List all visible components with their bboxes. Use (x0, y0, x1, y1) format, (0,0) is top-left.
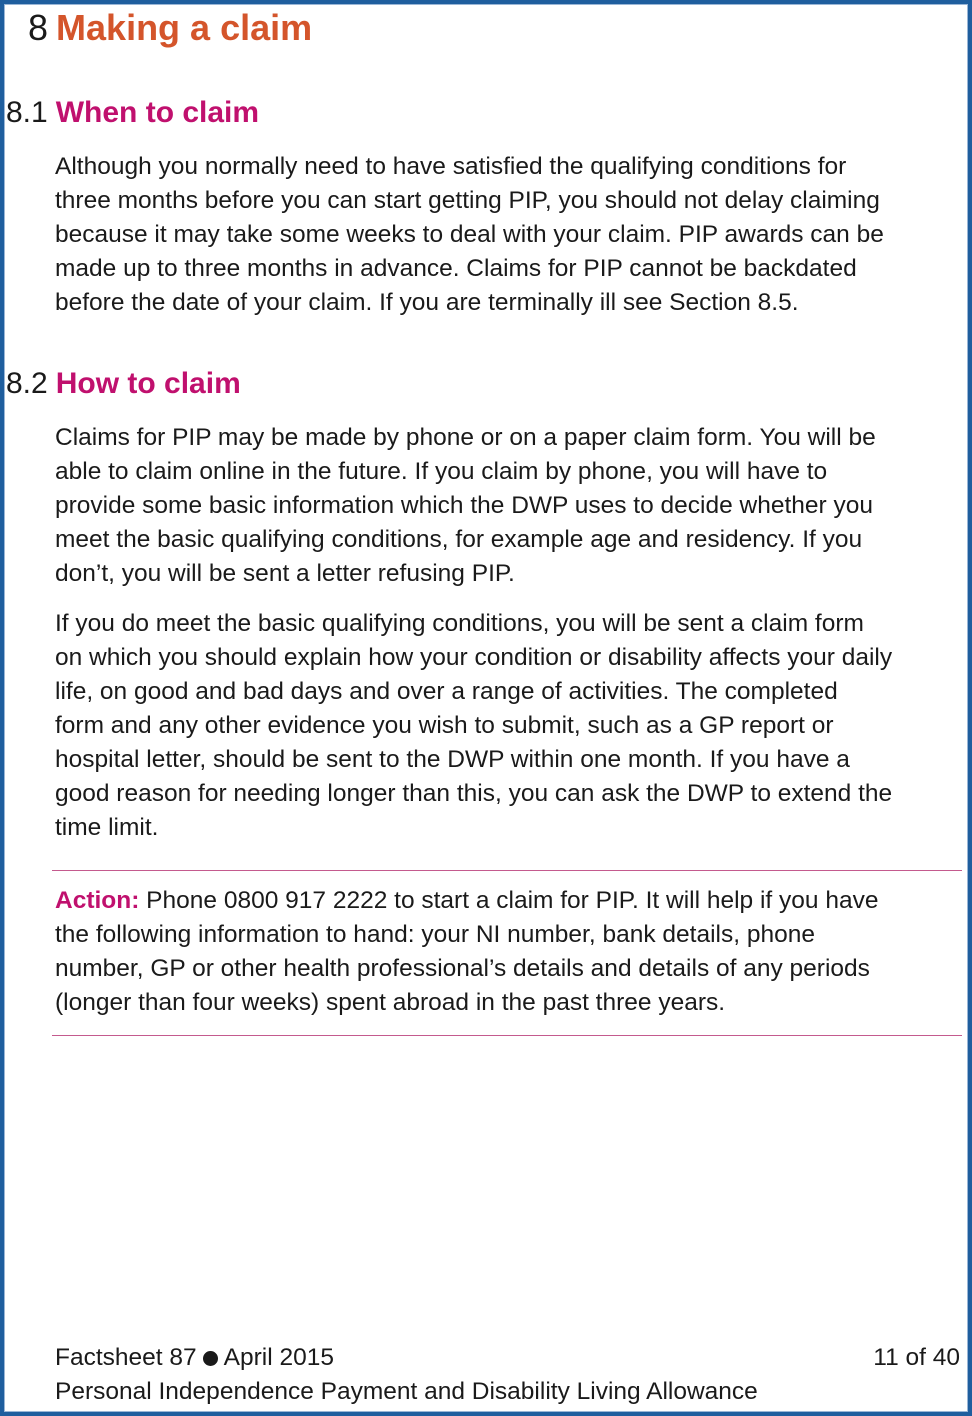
text-line: because it may take some weeks to deal with your claim. PIP awards can be (55, 221, 884, 248)
action-box-bottom-rule (52, 1035, 962, 1036)
action-first-line-text: Phone 0800 917 2222 to start a claim for PIP. It will help if you have (139, 887, 879, 914)
text-line: Although you normally need to have satisfied the qualifying conditions for (55, 153, 847, 180)
action-label: Action: (55, 887, 140, 914)
text-line: meet the basic qualifying conditions, for example age and residency. If you (55, 526, 863, 553)
text-line: provide some basic information which the DWP uses to decide whether you (55, 492, 873, 519)
text-line: hospital letter, should be sent to the DWP within one month. If you have a (55, 746, 850, 773)
section-heading-when-to-claim (6, 95, 259, 131)
text-line: form and any other evidence you wish to submit, such as a GP report or (55, 712, 834, 739)
footer-date: April 2015 (223, 1344, 334, 1371)
text-line: number, GP or other health professional’s details and details of any periods (55, 955, 870, 982)
text-line: don’t, you will be sent a letter refusing PIP. (55, 560, 515, 587)
footer-line-1 (55, 1341, 960, 1375)
text-line: (longer than four weeks) spent abroad in the past three years. (55, 989, 726, 1016)
paragraph-how-to-claim-1 (55, 421, 960, 591)
text-line: time limit. (55, 814, 159, 841)
chapter-number: 8 (28, 7, 49, 48)
text-line: life, on good and bad days and over a range of activities. The completed (55, 678, 838, 705)
text-line: good reason for needing longer than this, you can ask the DWP to extend the (55, 780, 893, 807)
text-line: on which you should explain how your condition or disability affects your daily (55, 644, 893, 671)
text-line: able to claim online in the future. If you claim by phone, you will have to (55, 458, 828, 485)
chapter-title: Making a claim (56, 7, 313, 48)
text-line: If you do meet the basic qualifying conditions, you will be sent a claim form (55, 610, 864, 637)
text-line: before the date of your claim. If you are terminally ill see Section 8.5. (55, 289, 799, 316)
text-line: three months before you can start getting PIP, you should not delay claiming (55, 187, 880, 214)
section-title: How to claim (55, 367, 241, 400)
text-line: Claims for PIP may be made by phone or on a paper claim form. You will be (55, 424, 876, 451)
text-line: made up to three months in advance. Claims for PIP cannot be backdated (55, 255, 857, 282)
paragraph-how-to-claim-2 (55, 607, 960, 845)
section-heading-how-to-claim (6, 366, 241, 402)
section-number: 8.2 (6, 367, 48, 400)
footer-subtitle: Personal Independence Payment and Disability Living Allowance (55, 1378, 758, 1405)
chapter-heading (28, 6, 312, 50)
section-title: When to claim (55, 96, 260, 129)
text-line: the following information to hand: your NI number, bank details, phone (55, 921, 815, 948)
footer-page-number: 11 of 40 (873, 1344, 960, 1371)
footer-factsheet: Factsheet 87 (55, 1344, 197, 1371)
paragraph-when-to-claim (55, 150, 960, 320)
action-box-top-rule (52, 870, 962, 871)
bullet-icon (203, 1351, 218, 1366)
section-number: 8.1 (6, 96, 48, 129)
action-box (55, 884, 960, 1020)
action-first-line (55, 884, 960, 918)
